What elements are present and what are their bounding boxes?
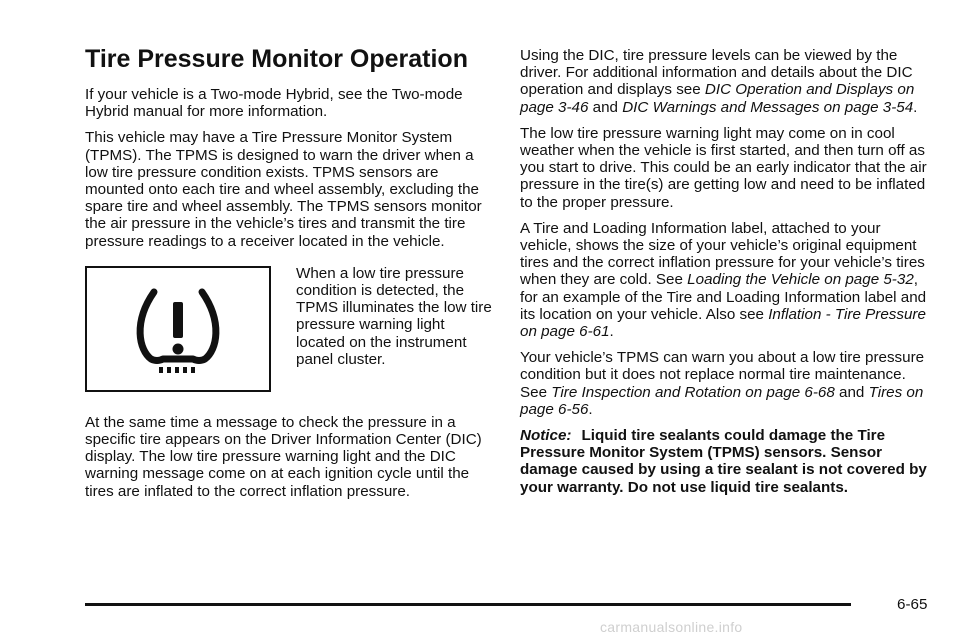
link-tire-inspection[interactable]: Tire Inspection and Rotation on page 6-68 [551,383,835,401]
link-dic-warnings[interactable]: DIC Warnings and Messages on page 3-54 [622,98,914,116]
dic-levels-end: . [913,98,918,116]
maintenance-mid: and [834,383,869,401]
link-tires[interactable]: Tires on page 6-56 [520,383,924,418]
notice-label: Notice: [520,427,572,445]
link-dic-operation[interactable]: DIC Operation and Displays on page 3-46 [520,81,915,116]
tpms-icon-frame [85,266,271,392]
dic-levels-text: Using the DIC, tire pressure levels can be viewed by the driver. For additional information and details about the DIC operation and displays see [520,47,913,99]
tpms-description: This vehicle may have a Tire Pressure Monitor System (TPMS). The TPMS is designed to warn the driver when a low tire pressure condition exists. TPMS sensors are mounted onto each tire and wheel assembly, excluding the spare tire and wheel assembly. The TPMS sensors monitor the air pressure in the vehicle’s tires and transmit the tire pressure readings to a receiver located in the vehicle. [85,129,482,250]
maintenance-paragraph [520,349,930,418]
footer-rule [85,603,851,606]
link-inflation-pressure[interactable]: Inflation - Tire Pressure on page 6-61 [520,305,926,341]
watermark: carmanualsonline.info [600,619,743,635]
section-title: Tire Pressure Monitor Operation [85,45,468,73]
left-column [85,44,495,509]
loading-label-mid: , for an example of the Tire and Loading Information label and its location on your vehicle. Also see [520,271,927,323]
page-number: 6-65 [897,596,928,613]
link-loading-vehicle[interactable]: Loading the Vehicle on page 5-32 [687,271,914,289]
notice-paragraph [520,427,930,496]
right-column [520,47,930,505]
cool-weather-paragraph: The low tire pressure warning light may come on in cool weather when the vehicle is first started, and then turn off as you start to drive. This could be an early indicator that the air pressure in the tire(s) are getting low and need to be inflated to the proper pressure. [520,124,927,211]
tpms-warning-icon [87,268,269,390]
maintenance-text: Your vehicle’s TPMS can warn you about a low tire pressure condition but it does not replace normal tire maintenance. See [520,349,925,401]
tpms-figure [85,266,495,400]
dic-levels-paragraph [520,47,930,116]
hybrid-note: If your vehicle is a Two-mode Hybrid, see the Two-mode Hybrid manual for more information. [85,86,463,121]
notice-body: Liquid tire sealants could damage the Tire Pressure Monitor System (TPMS) sensors. Sensor damage caused by using a tire sealant is not covered by your warranty. Do not use liquid tire sealants. [520,427,927,496]
loading-label-end: . [609,323,614,341]
dic-message-paragraph: At the same time a message to check the pressure in a specific tire appears on the Driver Information Center (DIC) display. The low tire pressure warning light and the DIC warning message come on at each ignition cycle until the tires are inflated to the correct inflation pressure. [85,413,482,500]
figure-caption: When a low tire pressure condition is detected, the TPMS illuminates the low tire pressure warning light located on the instrument panel cluster. [296,264,492,368]
dic-levels-mid: and [588,98,623,116]
loading-label-paragraph [520,220,930,340]
loading-label-text: A Tire and Loading Information label, attached to your vehicle, shows the size of your vehicle’s original equipment tires and the correct inflation pressure for your vehicle’s tires when they are cold. See [520,219,925,289]
maintenance-end: . [588,400,593,418]
